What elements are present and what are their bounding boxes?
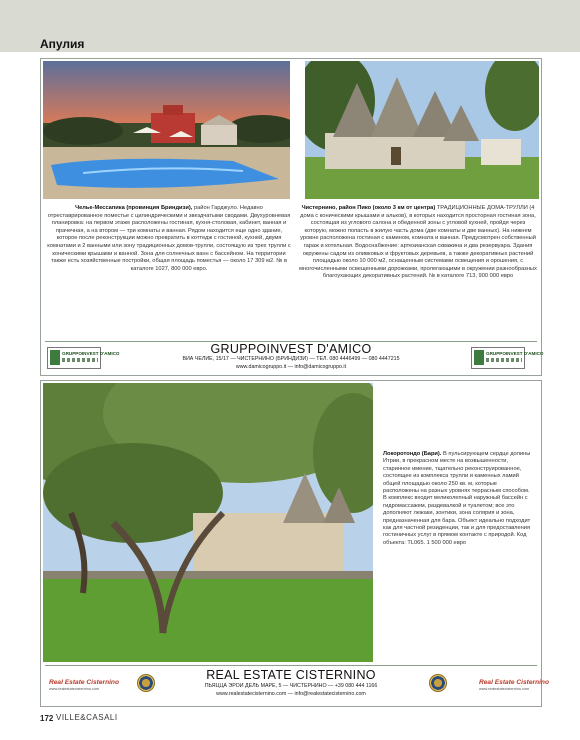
listing-title: Локоротондо (Бари). xyxy=(383,451,442,457)
logo-web: www.realestatecisternino.com xyxy=(479,687,530,691)
magazine-brand: VILLE&CASALI xyxy=(56,713,118,722)
logo-emblem-icon xyxy=(474,350,484,365)
ad-gruppoinvest xyxy=(40,58,542,376)
logo-text: Real Estate Cisternino xyxy=(479,679,549,686)
company-address: ПЬЯЦЦА ЭРОИ ДЕЛЬ МАРЕ, 5 — ЧИСТЕРНИНО — +39 080 444 1166 xyxy=(204,683,378,689)
logo-web: www.realestatecisternino.com xyxy=(49,687,100,691)
ad-realestate-cisternino xyxy=(40,380,549,707)
page-number: 172 xyxy=(40,714,54,723)
listing-body: В пульсирующем сердце долины Итрии, в прекрасном месте на возвышенности, старинное имение, тщательно реконструированное, состоящее из комплекса трулли и каменных ламий общей площадью около 250 кв. м, которые расположены на разных уровнях террасным способом. В комплекс входит великолепный наружный бассейн с гидромассажем, раздевалкой и туалетом; все это дополняют лежаки, зонтики, зона солярия и зона, предназначенная для бара. Объект идеально подходит как для частной резиденции, так и для предоставления гостиничных услуг в прямом контакте с природой. Код объекта: TL065. 1 500 000 евро xyxy=(383,451,531,546)
logo-text: Real Estate Cisternino xyxy=(49,679,119,686)
logo-subtext xyxy=(486,358,522,362)
listing-title: Челье-Мессапика (провинция Бриндизи), xyxy=(75,205,193,211)
logo-subtext xyxy=(62,358,98,362)
listing-body: ТРАДИЦИОННЫЕ ДОМА-ТРУЛЛИ (4 дома с коническими крышами и альков), в которых находится просторная гостиная зона, состоящая из углового салона и обеденной зоны с угловой кухней, пройдя через которую, можно попасть в жилую часть дома (две комнаты и две ванных). На нижнем уровне расположена гостиная с камином, комната и ванная. Предусмотрен собственный гараж и котельная. Водоснабжение: артезианская скважина и два резервуара. Здания окружены садом из оливковых и фруктовых деревьев, а также декоративных растений площадью около 10 000 м2, оснащенным системами освещения и орошения, с многочисленными освещенными дорожками, пролегающими в окружении разнообразных благоухающих декоративных растений. № в каталоге 713, 900 000 евро xyxy=(299,205,537,280)
company-name: REAL ESTATE CISTERNINO xyxy=(206,668,376,682)
realestate-logo-right xyxy=(479,679,549,693)
villa-pool-photo xyxy=(43,61,290,199)
gruppoinvest-logo-left xyxy=(47,347,120,369)
listing-body: район Гарджуло. Недавно отреставрированное поместье с цилиндрическими и звездчатыми сводами. Двухуровневая планировка: на первом этаже расположены гостиная, кухня-столовая, кабинет, ванная и прачечная, а на втором — три комнаты и ванная. Рядом находится еще одно здание, которое после реконструкции можно превратить в коттедж с гостиной, кухней, двумя комнатами и 2 ванными или зону традиционных домов-трулли, состоящую из трех трулли с коническими крышами и ванной. Зона для солнечных ванн с бассейном. На территории также есть хозяйственные постройки, общая площадь поместья — около 17 309 м2. № в каталоге 1027, 800 000 евро. xyxy=(47,205,291,272)
listing-caption-locorotondo xyxy=(383,451,533,547)
listing-caption-ceglie xyxy=(47,205,291,273)
trulli-photo xyxy=(305,61,539,199)
logo-text: GRUPPOINVEST D'AMICO xyxy=(486,351,544,356)
listing-caption-cisternino xyxy=(299,205,537,281)
divider xyxy=(45,665,537,666)
logo-text: GRUPPOINVEST D'AMICO xyxy=(62,351,120,356)
olive-garden-photo xyxy=(43,383,373,662)
gruppoinvest-logo-right xyxy=(471,347,544,369)
company-web[interactable]: www.damicogruppo.it — info@damicogruppo.it xyxy=(235,364,347,370)
company-web[interactable]: www.realestatecisternino.com — info@realestatecisternino.com xyxy=(216,691,366,697)
section-title: Апулия xyxy=(40,37,85,51)
company-address: ВИА ЧЕЛИЕ, 15/17 — ЧИСТЕРНИНО (БРИНДИЗИ) — ТЕЛ. 080 4446499 — 080 4447215 xyxy=(182,356,400,362)
logo-emblem-icon xyxy=(50,350,60,365)
company-name: GRUPPOINVEST D'AMICO xyxy=(210,342,372,356)
header-band xyxy=(0,0,580,52)
listing-title: Чистернино, район Пико (около 3 км от центра) xyxy=(301,205,436,211)
realestate-logo-left xyxy=(49,679,119,693)
